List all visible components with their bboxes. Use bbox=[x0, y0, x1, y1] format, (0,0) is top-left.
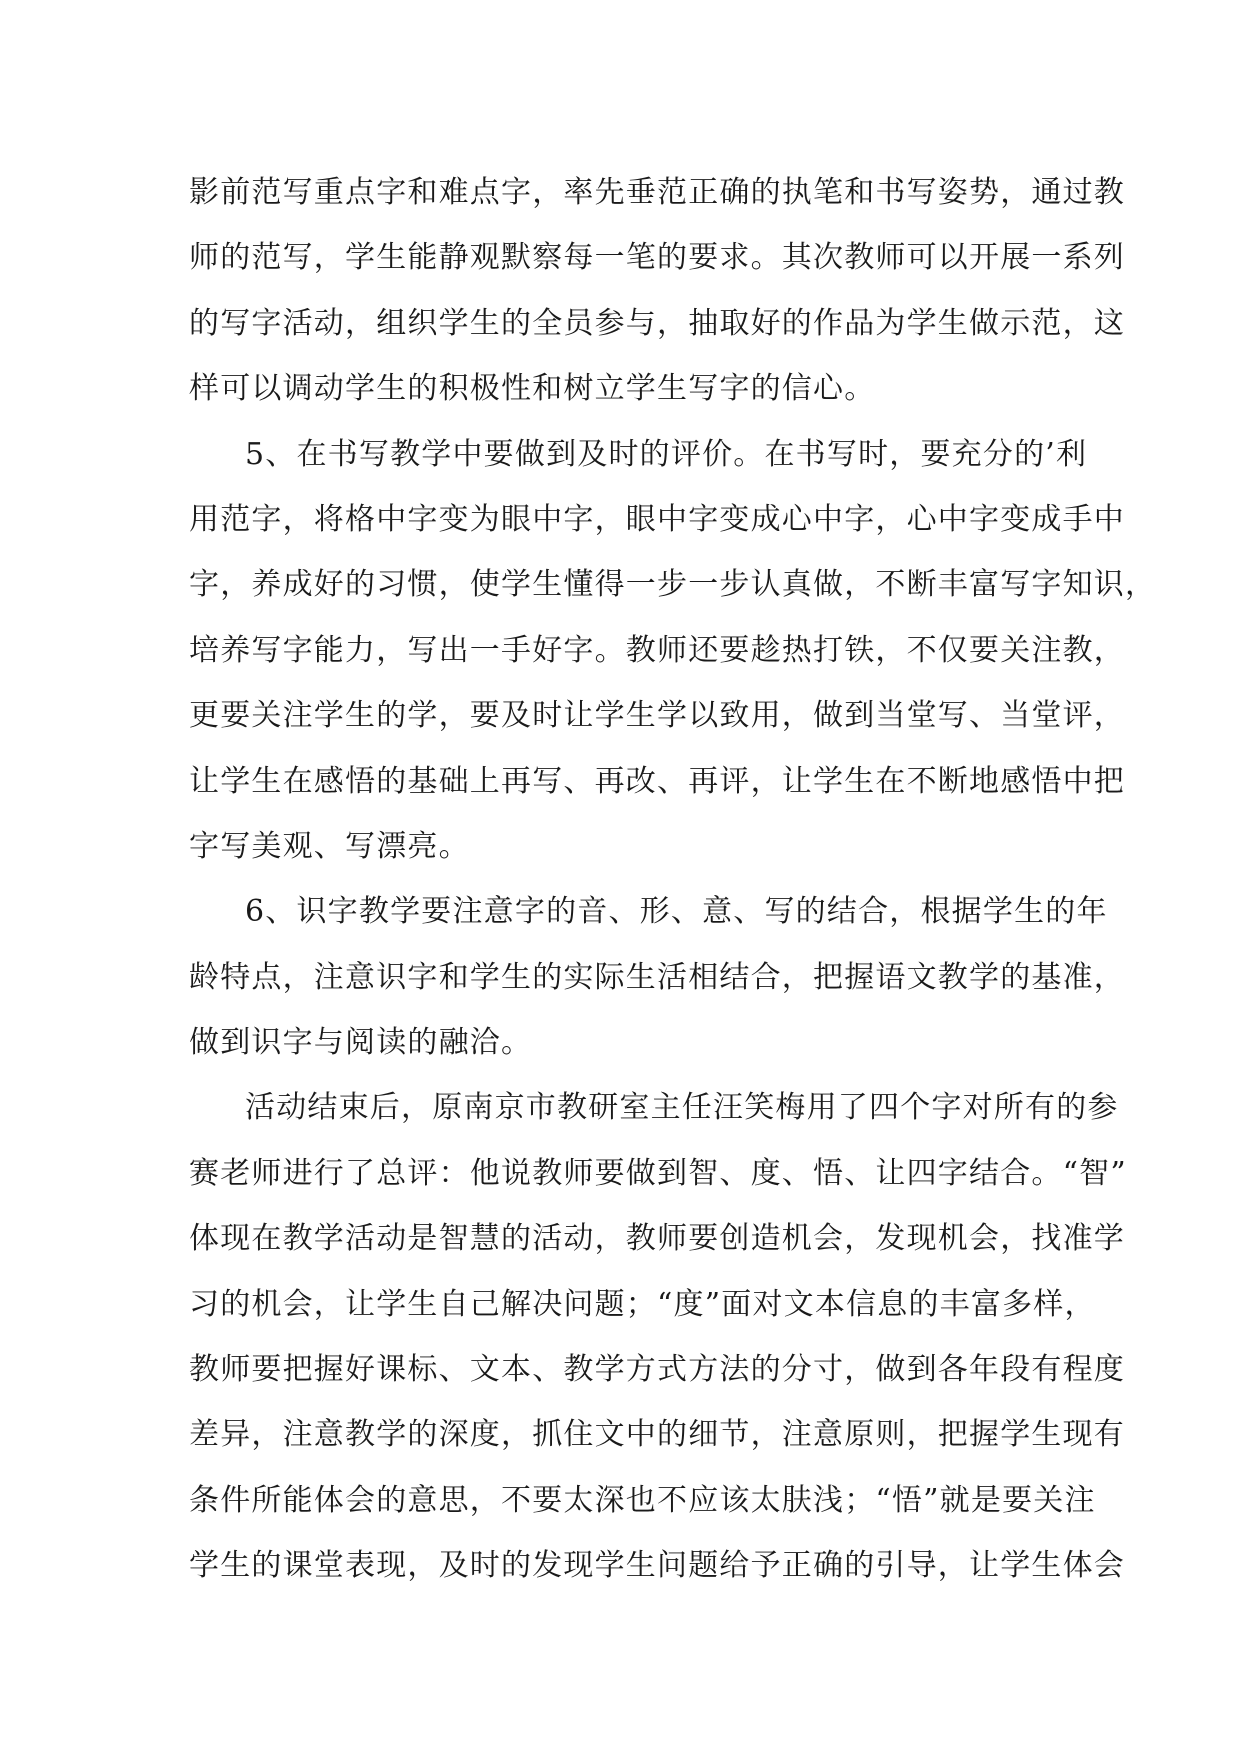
paragraph-start-line: 6、识字教学要注意字的音、形、意、写的结合，根据学生的年 bbox=[245, 894, 1108, 930]
text-line: 让学生在感悟的基础上再写、再改、再评，让学生在不断地感悟中把 bbox=[189, 763, 1125, 799]
text-line: 做到识字与阅读的融洽。 bbox=[189, 1025, 533, 1061]
paragraph-start-line: 5、在书写教学中要做到及时的评价。在书写时，要充分的’利 bbox=[245, 436, 1088, 472]
text-line: 的写字活动，组织学生的全员参与，抽取好的作品为学生做示范，这 bbox=[189, 305, 1125, 341]
text-line: 培养写字能力，写出一手好字。教师还要趁热打铁，不仅要关注教， bbox=[189, 632, 1125, 668]
text-line: 教师要把握好课标、文本、教学方式方法的分寸，做到各年段有程度 bbox=[189, 1352, 1125, 1388]
text-line: 学生的课堂表现，及时的发现学生问题给予正确的引导，让学生体会 bbox=[189, 1548, 1125, 1584]
text-line: 条件所能体会的意思，不要太深也不应该太肤浅；“悟”就是要关注 bbox=[189, 1482, 1096, 1518]
text-line: 用范字，将格中字变为眼中字，眼中字变成心中字，心中字变成手中 bbox=[189, 501, 1125, 537]
text-line: 字写美观、写漂亮。 bbox=[189, 828, 470, 864]
text-line: 师的范写，学生能静观默察每一笔的要求。其次教师可以开展一系列 bbox=[189, 240, 1125, 276]
text-line: 更要关注学生的学，要及时让学生学以致用，做到当堂写、当堂评， bbox=[189, 698, 1125, 734]
text-line: 差异，注意教学的深度，抓住文中的细节，注意原则，把握学生现有 bbox=[189, 1417, 1125, 1453]
body-text bbox=[189, 160, 1157, 1599]
text-line: 体现在教学活动是智慧的活动，教师要创造机会，发现机会，找准学 bbox=[189, 1221, 1125, 1257]
text-line: 赛老师进行了总评：他说教师要做到智、度、悟、让四字结合。“智” bbox=[189, 1155, 1127, 1191]
text-line: 习的机会，让学生自己解决问题；“度”面对文本信息的丰富多样， bbox=[189, 1286, 1096, 1322]
text-line: 样可以调动学生的积极性和树立学生写字的信心。 bbox=[189, 371, 876, 407]
text-line: 龄特点，注意识字和学生的实际生活相结合，把握语文教学的基准， bbox=[189, 959, 1125, 995]
text-line: 影前范写重点字和难点字，率先垂范正确的执笔和书写姿势，通过教 bbox=[189, 175, 1125, 210]
paragraph-start-line: 活动结束后，原南京市教研室主任汪笑梅用了四个字对所有的参 bbox=[245, 1090, 1119, 1126]
text-line: 字，养成好的习惯，使学生懂得一步一步认真做，不断丰富写字知识， bbox=[189, 567, 1157, 603]
